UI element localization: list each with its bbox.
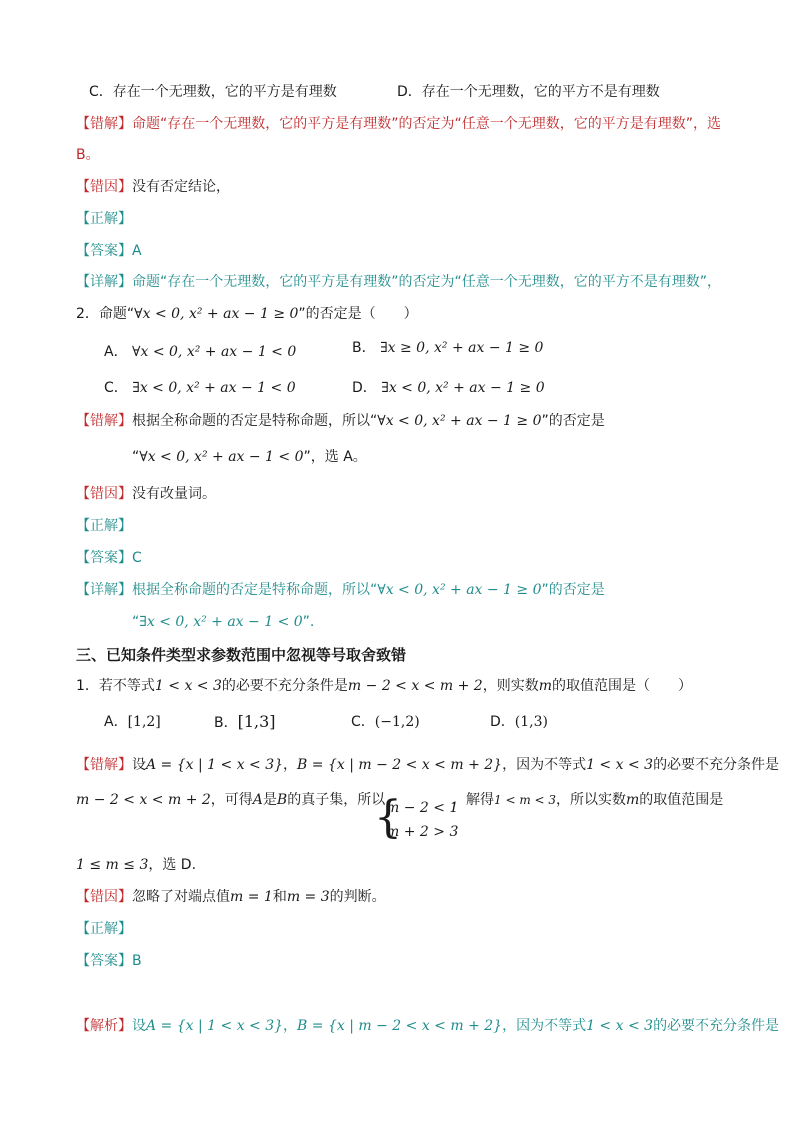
wrong-solution (76, 114, 721, 134)
cause-text-end: 的判断。 (329, 889, 386, 905)
detail-text: 命题“存在一个无理数，它的平方是有理数”的否定为“任意一个无理数，它的平方不是有理数”， (132, 274, 722, 290)
option-label: A． (104, 344, 128, 360)
detail-math: ∀x < 0, x² + ax − 1 ≥ 0 (377, 582, 542, 598)
wrong-text: ，解得 (452, 792, 494, 808)
cause-text: 没有改量词。 (132, 486, 216, 502)
q2-answer (76, 548, 142, 568)
option-math: [1,2] (127, 714, 161, 730)
q3-option-d (490, 712, 548, 732)
option-label: B． (214, 715, 238, 731)
option-label: C． (351, 714, 375, 730)
wrong-math: 1 < x < 3 (586, 757, 654, 773)
detail-tag: 【详解】 (76, 274, 132, 290)
answer-value: C (132, 550, 142, 566)
wrong-math: B = {x | m − 2 < x < m + 2} (297, 757, 503, 773)
q3-wrong-line2 (76, 790, 385, 810)
option-math: (1,3) (514, 714, 548, 730)
detail-tag: 【详解】 (76, 582, 132, 598)
wrong-text: 命题“存在一个无理数，它的平方是有理数”的否定为“任意一个无理数，它的平方是有理数”，选 (132, 116, 722, 132)
stem-text: ，则实数 (482, 678, 539, 694)
wrong-math: 1 < m < 3 (494, 793, 557, 807)
analysis-tag: 【解析】 (76, 1018, 132, 1034)
stem-text: 2．命题“ (76, 306, 135, 322)
q2-option-b (352, 338, 543, 358)
detail-text: 根据全称命题的否定是特称命题，所以“ (132, 582, 378, 598)
option-label: D． (352, 380, 377, 396)
wrong-text: 根据全称命题的否定是特称命题，所以“ (132, 413, 378, 429)
option-label: C． (104, 380, 128, 396)
option-math: ∀x < 0, x² + ax − 1 < 0 (132, 344, 297, 360)
question-2-stem (76, 304, 418, 324)
wrong-text-cont: B。 (76, 147, 100, 163)
wrong-math: B (276, 792, 288, 808)
option-math: (−1,2) (374, 714, 420, 730)
wrong-tag: 【错解】 (76, 757, 132, 773)
option-c: C．存在一个无理数，它的平方是有理数 (89, 84, 337, 100)
correct-tag: 【正解】 (76, 211, 132, 227)
q3-option-b (214, 712, 276, 733)
system-brace: { (374, 792, 402, 843)
wrong-math: m (626, 792, 640, 808)
answer (76, 241, 142, 261)
detail (76, 272, 721, 292)
wrong-math: ∀x < 0, x² + ax − 1 ≥ 0 (377, 413, 542, 429)
wrong-text: 的真子集，所以 (287, 792, 386, 808)
wrong-tag: 【错解】 (76, 413, 132, 429)
wrong-text: 设 (132, 757, 146, 773)
option-math: ∃x < 0, x² + ax − 1 < 0 (132, 380, 296, 396)
stem-text: 的必要不充分条件是 (221, 678, 348, 694)
wrong-text: ，因为不等式 (502, 757, 587, 773)
analysis-text: ，因为不等式 (502, 1018, 587, 1034)
q2-cause (76, 484, 216, 504)
wrong-text-end: 的必要不充分条件是 (653, 757, 780, 773)
system-eq-2: m + 2 > 3 (386, 824, 459, 840)
q3-wrong-line1 (76, 755, 779, 775)
wrong-math: A (252, 792, 263, 808)
wrong-math: m − 2 < x < m + 2 (76, 792, 211, 808)
option-math: ∃x ≥ 0, x² + ax − 1 ≥ 0 (380, 340, 544, 356)
cause-math: m = 1 (230, 889, 273, 905)
wrong-tag: 【错解】 (76, 116, 132, 132)
q3-analysis (76, 1016, 779, 1036)
answer-tag: 【答案】 (76, 953, 132, 969)
q3-option-c (351, 712, 420, 732)
cause-text: 和 (272, 889, 287, 905)
wrong-text: ， (283, 757, 298, 773)
cause-text: 忽略了对端点值 (132, 889, 230, 905)
answer-tag: 【答案】 (76, 550, 132, 566)
detail-text-end: ”. (302, 614, 315, 630)
stem-math: ∀x < 0, x² + ax − 1 ≥ 0 (134, 306, 299, 322)
wrong-math: ∀x < 0, x² + ax − 1 < 0 (139, 449, 304, 465)
cause-tag: 【错因】 (76, 179, 132, 195)
cause (76, 177, 230, 197)
q2-detail-cont (132, 612, 314, 632)
analysis-math: B = {x | m − 2 < x < m + 2} (297, 1018, 503, 1034)
q3-cause (76, 887, 386, 907)
stem-text-end: 的取值范围是（ ） (551, 678, 692, 694)
q3-stem (76, 676, 692, 696)
wrong-text: ，所以实数 (556, 792, 627, 808)
answer-value: B (132, 953, 142, 969)
q3-wrong-line3 (76, 855, 196, 875)
option-label: A． (104, 714, 128, 730)
wrong-text: 是 (262, 792, 277, 808)
q3-correct-tag: 【正解】 (76, 921, 132, 937)
wrong-text-end: ”，选 A。 (303, 449, 367, 465)
section-heading: 三、已知条件类型求参数范围中忽视等号取舍致错 (76, 646, 407, 664)
option-label: B． (352, 340, 376, 356)
q3-answer (76, 951, 142, 971)
cause-text: 没有否定结论， (132, 179, 230, 195)
analysis-text: ， (283, 1018, 298, 1034)
q2-option-a (104, 342, 296, 362)
cause-tag: 【错因】 (76, 889, 132, 905)
cause-math: m = 3 (286, 889, 330, 905)
stem-math: m − 2 < x < m + 2 (347, 678, 483, 694)
detail-text-end: ”的否定是 (541, 582, 605, 598)
stem-math: m (538, 678, 552, 694)
cause-tag: 【错因】 (76, 486, 132, 502)
option-label: D． (490, 714, 515, 730)
answer-tag: 【答案】 (76, 243, 132, 259)
option-d: D．存在一个无理数，它的平方不是有理数 (397, 84, 660, 100)
q2-wrong-cont (132, 447, 367, 467)
quote-open: “ (132, 614, 140, 630)
detail-math: ∃x < 0, x² + ax − 1 < 0 (139, 614, 303, 630)
wrong-math: A = {x | 1 < x < 3} (146, 757, 284, 773)
wrong-math: 1 ≤ m ≤ 3 (76, 857, 149, 873)
q2-correct-tag: 【正解】 (76, 518, 132, 534)
stem-math: 1 < x < 3 (154, 678, 222, 694)
answer-value: A (132, 243, 142, 259)
q2-option-d (352, 378, 545, 398)
wrong-text-end: ”的否定是 (541, 413, 605, 429)
wrong-text-end: ，选 D. (148, 857, 197, 873)
quote-open: “ (132, 449, 140, 465)
analysis-text-end: 的必要不充分条件是 (653, 1018, 780, 1034)
q2-option-c (104, 378, 296, 398)
analysis-math: 1 < x < 3 (586, 1018, 654, 1034)
q3-option-a (104, 712, 161, 732)
option-math: [1,3] (237, 712, 276, 731)
analysis-math: A = {x | 1 < x < 3} (146, 1018, 284, 1034)
analysis-text: 设 (132, 1018, 146, 1034)
q2-wrong (76, 411, 605, 431)
wrong-text: ，可得 (210, 792, 253, 808)
wrong-text-end: 的取值范围是 (639, 792, 724, 808)
system-eq-1: m − 2 < 1 (386, 800, 459, 816)
option-math: ∃x < 0, x² + ax − 1 ≥ 0 (381, 380, 545, 396)
stem-text: 1．若不等式 (76, 678, 155, 694)
q2-detail (76, 580, 605, 600)
q3-wrong-line2-end (452, 790, 723, 810)
stem-text-end: ”的否定是（ ） (298, 306, 418, 322)
